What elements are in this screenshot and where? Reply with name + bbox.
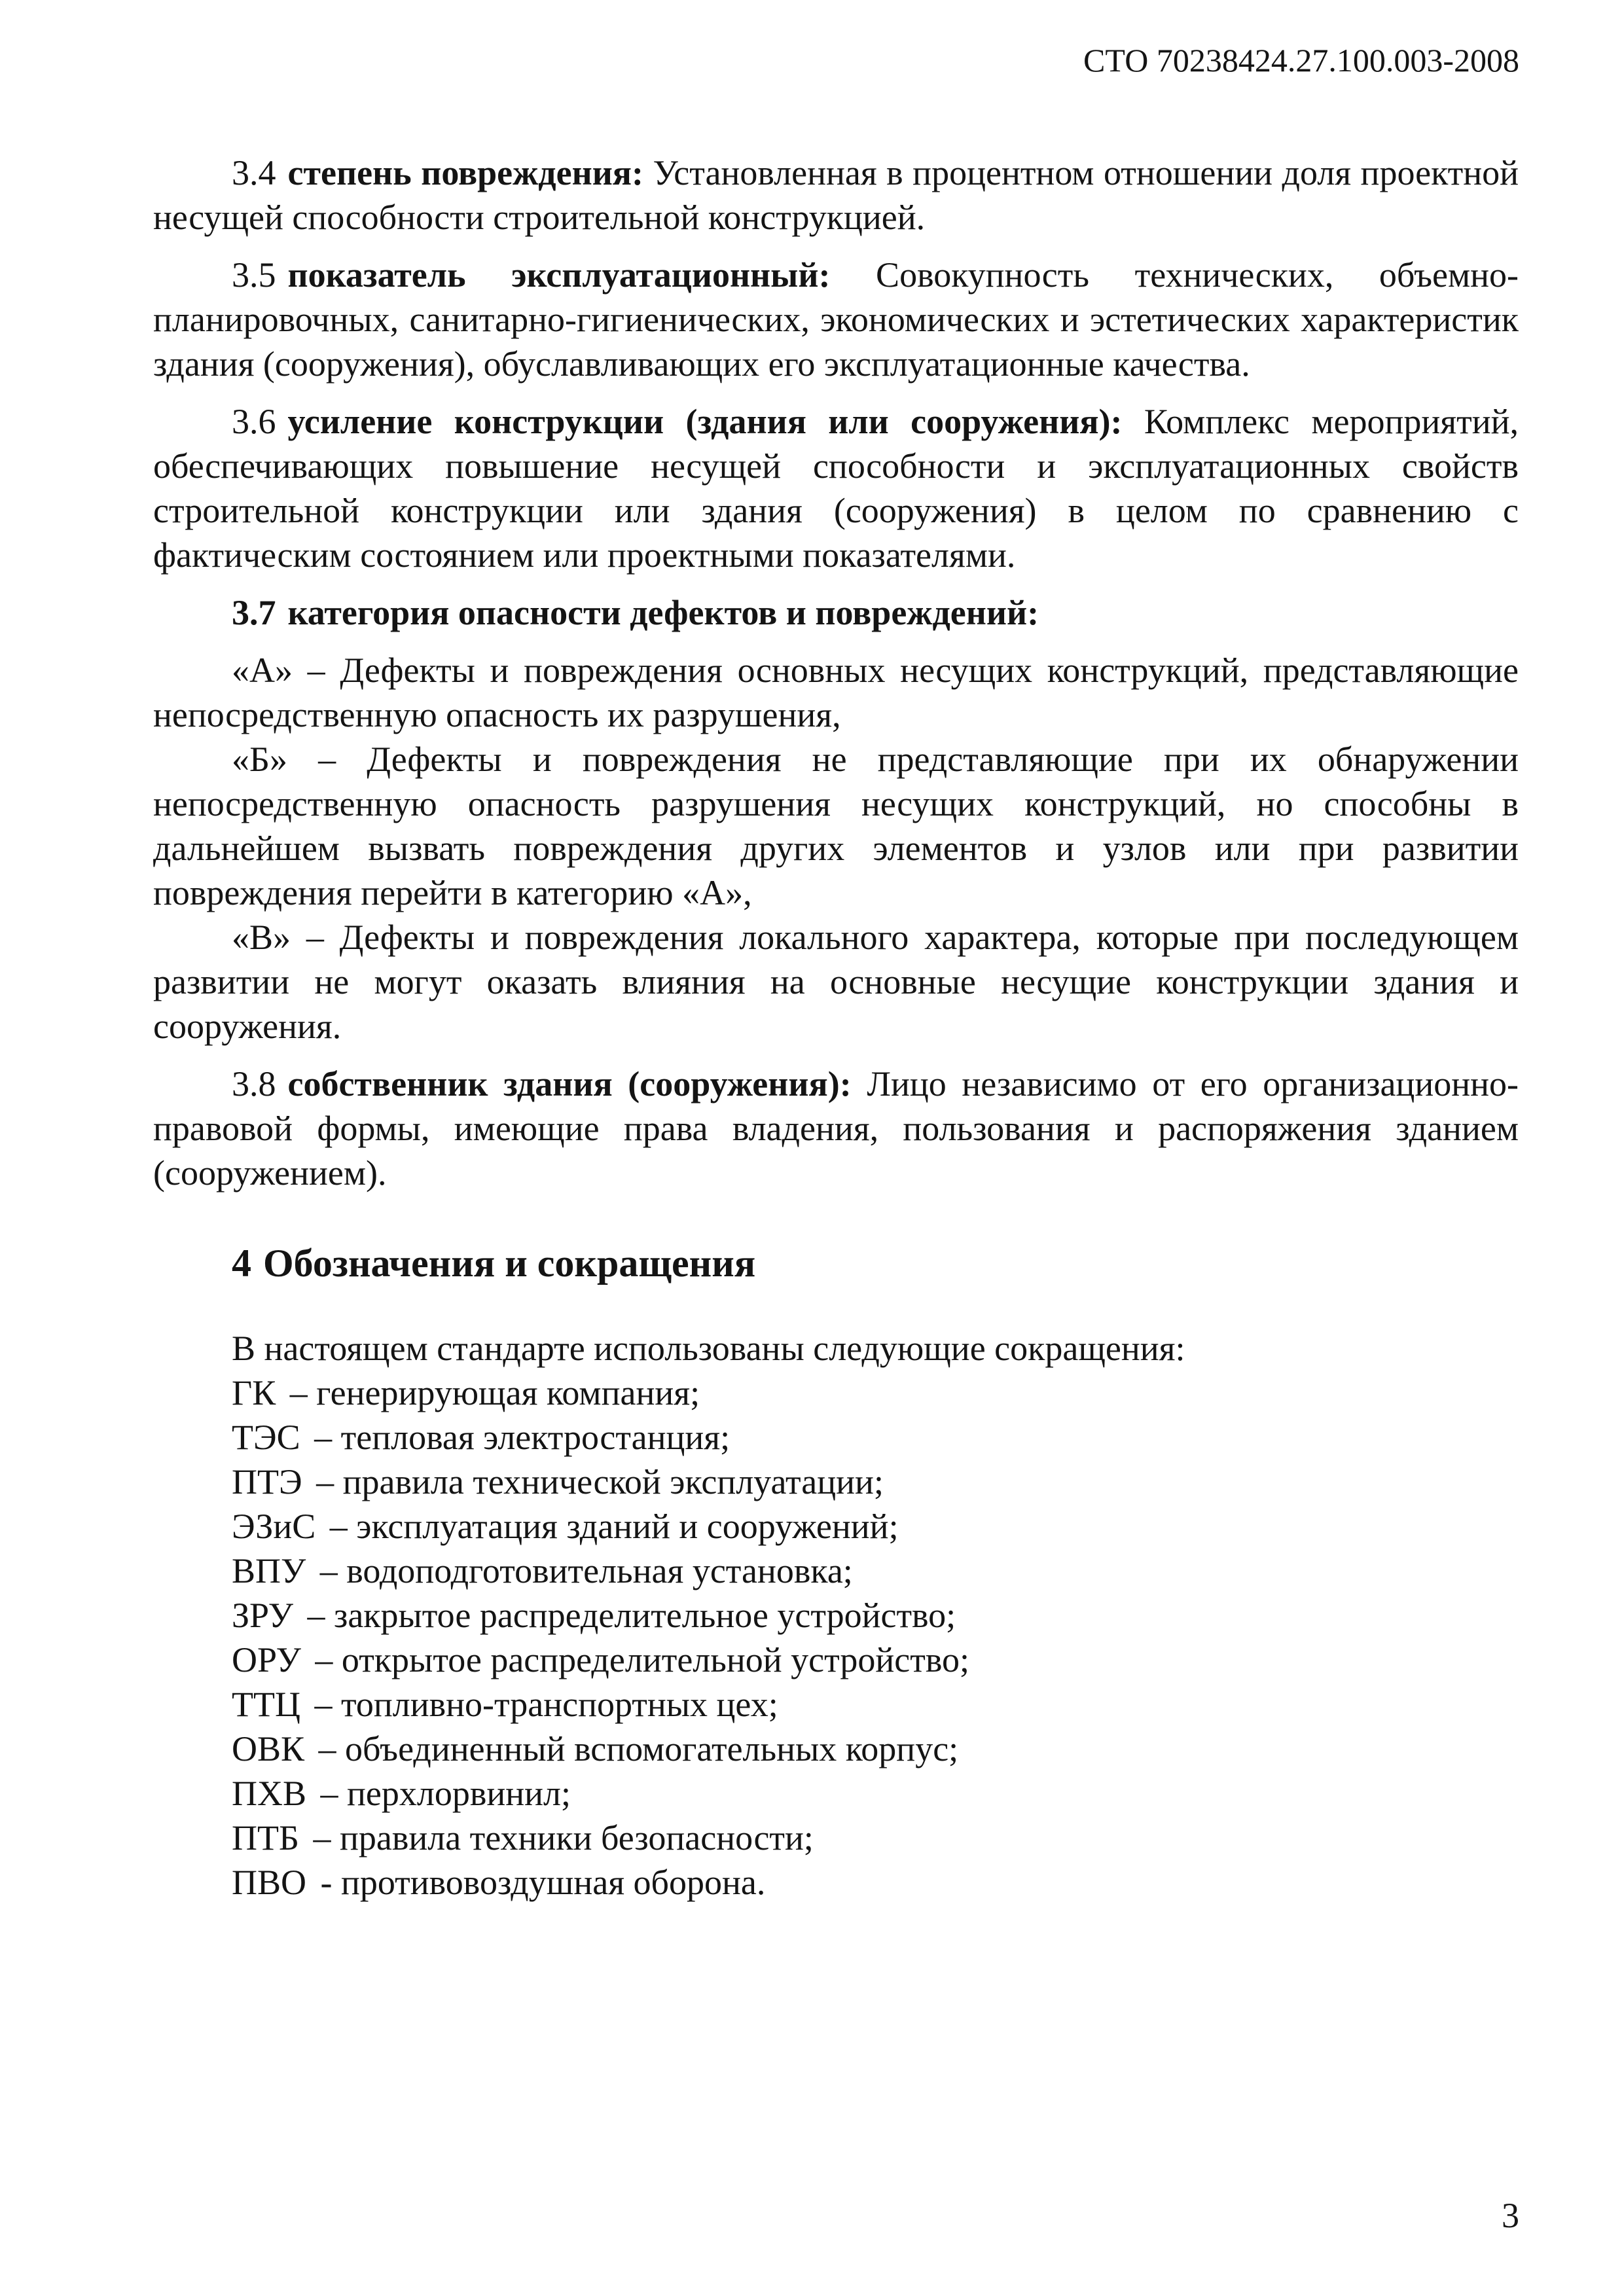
abbreviation-code: ТЭС <box>232 1418 300 1457</box>
term-number: 3.5 <box>232 255 276 295</box>
term-name: категория опасности дефектов и повреждений: <box>287 593 1039 632</box>
list-item <box>232 1860 1519 1905</box>
abbreviation-code: ГК <box>232 1373 276 1412</box>
document-body <box>153 151 1519 1905</box>
term-number: 3.4 <box>232 153 276 192</box>
list-item <box>232 1816 1519 1860</box>
abbreviation-code: ПВО <box>232 1863 307 1902</box>
category-a <box>153 648 1519 737</box>
category-text: Дефекты и повреждения не представляющие при их обнаружении непосредственную опасность разрушения несущих конструкций, но способны в дальнейшем вызвать повреждения других элементов и узлов или при развитии повреждения перейти в категорию «А», <box>153 740 1519 912</box>
category-text: Дефекты и повреждения основных несущих конструкций, представляющие непосредственную опасность их разрушения, <box>153 651 1519 734</box>
term-3-8 <box>153 1062 1519 1195</box>
section-number: 4 <box>232 1242 251 1285</box>
term-3-6 <box>153 399 1519 577</box>
abbreviation-text: - противовоздушная оборона. <box>320 1863 766 1902</box>
abbreviation-text: – топливно-транспортных цех; <box>314 1685 778 1724</box>
term-number: 3.6 <box>232 402 276 441</box>
list-item <box>232 1460 1519 1504</box>
list-item <box>232 1593 1519 1638</box>
abbreviation-code: ВПУ <box>232 1551 306 1590</box>
abbreviation-text: – правила техники безопасности; <box>313 1818 814 1857</box>
abbreviation-code: ОРУ <box>232 1640 301 1679</box>
list-item <box>232 1771 1519 1816</box>
term-name: показатель эксплуатационный: <box>287 255 831 295</box>
abbreviation-text: – объединенный вспомогательных корпус; <box>318 1729 959 1768</box>
term-definition: Установленная в процентном отношении доля проектной несущей способности строительной конструкцией. <box>153 153 1519 237</box>
abbreviation-text: – водоподготовительная установка; <box>319 1551 853 1590</box>
abbreviation-text: – закрытое распределительное устройство; <box>307 1596 956 1635</box>
category-text: Дефекты и повреждения локального характера, которые при последующем развитии не могут оказать влияния на основные несущие конструкции здания и сооружения. <box>153 918 1519 1046</box>
abbreviation-text: – генерирующая компания; <box>289 1373 700 1412</box>
abbreviation-text: – эксплуатация зданий и сооружений; <box>329 1507 899 1546</box>
abbreviation-code: ОВК <box>232 1729 305 1768</box>
term-name: степень повреждения: <box>287 153 644 192</box>
term-number: 3.7 <box>232 593 276 632</box>
term-definition: Комплекс мероприятий, обеспечивающих повышение несущей способности и эксплуатационных свойств строительной конструкции или здания (сооружения) в целом по сравнению с фактическим состоянием или проектными показателями. <box>153 402 1519 575</box>
abbreviation-code: ТТЦ <box>232 1685 300 1724</box>
term-3-5 <box>153 253 1519 386</box>
abbreviation-code: ЭЗиС <box>232 1507 316 1546</box>
category-v <box>153 915 1519 1049</box>
term-name: собственник здания (сооружения): <box>287 1064 852 1103</box>
term-definition: Совокупность технических, объемно-планировочных, санитарно-гигиенических, экономических и эстетических характеристик здания (сооружения), обуславливающих его эксплуатационные качества. <box>153 255 1519 384</box>
term-name: усиление конструкции (здания или сооружения): <box>287 402 1123 441</box>
abbreviations-list <box>153 1371 1519 1905</box>
term-3-7 <box>153 590 1519 635</box>
document-code-header: СТО 70238424.27.100.003-2008 <box>1083 42 1519 79</box>
abbreviation-text: – правила технической эксплуатации; <box>316 1462 884 1501</box>
list-item <box>232 1682 1519 1727</box>
list-item <box>232 1549 1519 1593</box>
page-number: 3 <box>1502 2196 1519 2235</box>
abbreviation-code: ЗРУ <box>232 1596 293 1635</box>
abbreviation-text: – перхлорвинил; <box>320 1774 571 1813</box>
category-label: «В» – <box>232 918 324 957</box>
term-definition: Лицо независимо от его организационно-правовой формы, имеющие права владения, пользования и распоряжения зданием (сооружением). <box>153 1064 1519 1193</box>
abbreviation-text: – тепловая электростанция; <box>314 1418 731 1457</box>
abbreviation-code: ПХВ <box>232 1774 307 1813</box>
section-heading <box>153 1237 1519 1289</box>
term-3-4 <box>153 151 1519 240</box>
section-title: Обозначения и сокращения <box>263 1242 756 1285</box>
abbreviations-intro: В настоящем стандарте использованы следующие сокращения: <box>232 1329 1185 1368</box>
list-item <box>232 1504 1519 1549</box>
list-item <box>232 1415 1519 1460</box>
list-item <box>232 1638 1519 1682</box>
list-item <box>232 1371 1519 1415</box>
abbreviation-code: ПТЭ <box>232 1462 302 1501</box>
category-label: «Б» – <box>232 740 336 779</box>
term-number: 3.8 <box>232 1064 276 1103</box>
category-b <box>153 737 1519 915</box>
abbreviation-text: – открытое распределительной устройство; <box>315 1640 969 1679</box>
list-item <box>232 1727 1519 1771</box>
category-label: «А» – <box>232 651 325 690</box>
abbreviation-code: ПТБ <box>232 1818 299 1857</box>
